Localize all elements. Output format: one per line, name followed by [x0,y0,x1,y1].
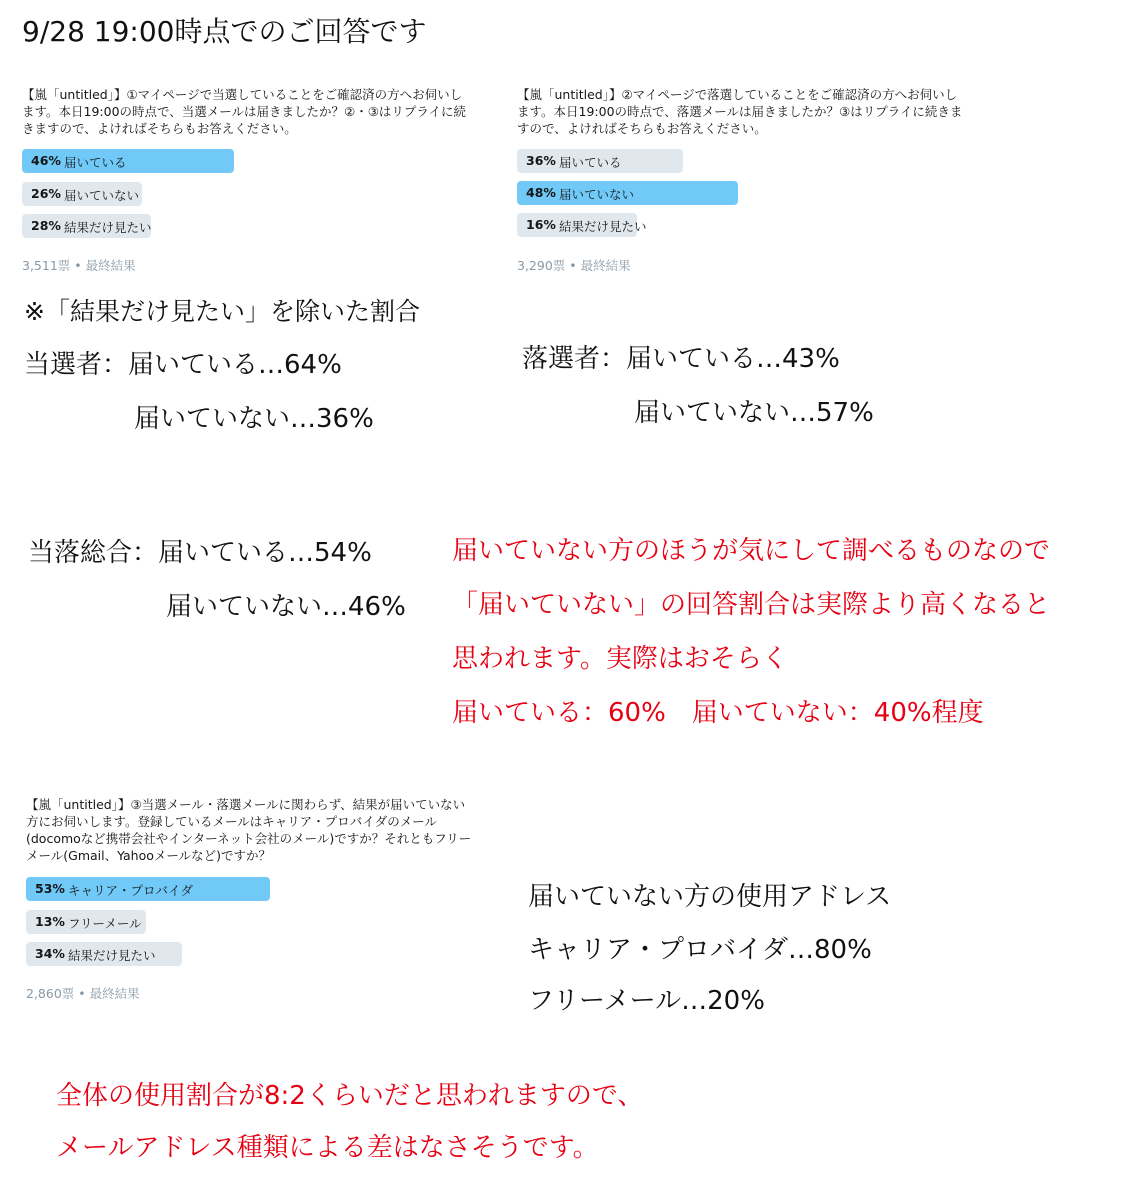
poll-question [26,796,471,864]
option-percent: 53% [35,881,65,896]
address-carrier: キャリア・プロバイダ…80% [528,935,872,965]
total-not-received: 届いていない…46% [166,592,406,622]
option-percent: 28% [31,218,61,233]
poll-meta: 3,511票 • 最終結果 [22,258,136,273]
option-percent: 16% [526,217,556,232]
question-line: きますので、よければそちらもお答えください。 [22,121,297,136]
poll-option-not-received [22,182,482,206]
option-percent: 13% [35,914,65,929]
poll-option-carrier [26,877,486,901]
question-line: 【嵐「untitled」】③当選メール・落選メールに関わらず、結果が届いていない [26,797,466,812]
address-free-mail: フリーメール…20% [528,986,765,1016]
option-percent: 26% [31,186,61,201]
address-title: 届いていない方の使用アドレス [528,882,892,912]
bottom-note-line: 全体の使用割合が8:2くらいだと思われますので、 [56,1081,644,1111]
option-label: 結果だけ見たい [68,948,156,963]
question-line: すので、よければそちらもお答えください。 [517,121,767,136]
bottom-note-line: メールアドレス種類による差はなさそうです。 [56,1133,599,1163]
question-line: ます。本日19:00の時点で、当選メールは届きましたか？②・③はリプライに続 [22,104,467,119]
red-note-line: 届いている：60% 届いていない：40%程度 [452,698,984,728]
poll-question [22,86,466,137]
option-label: フリーメール [68,916,142,931]
poll-option-free-mail [26,910,486,934]
winners-received: 当選者：届いている…64% [24,350,342,380]
winners-not-received: 届いていない…36% [134,404,374,434]
poll-option-received [517,149,977,173]
poll-2 [517,86,987,276]
option-label: 結果だけ見たい [559,219,647,234]
question-line: 【嵐「untitled」】①マイページで当選していることをご確認済の方へお伺いし [22,87,463,102]
option-label: キャリア・プロバイダ [68,883,194,898]
poll-question [517,86,962,137]
poll-option-results-only [26,942,486,966]
question-line: メール(Gmail、Yahooメールなど)ですか？ [26,848,272,863]
option-percent: 34% [35,946,65,961]
option-percent: 36% [526,153,556,168]
red-note-line: 思われます。実際はおそらく [452,644,788,674]
poll-option-received [22,149,482,173]
option-label: 届いている [64,155,127,170]
excluded-note: ※「結果だけ見たい」を除いた割合 [24,297,420,326]
question-line: (docomoなど携帯会社やインターネット会社のメール)ですか？それともフリー [26,831,472,846]
question-line: 方にお伺いします。登録しているメールはキャリア・プロバイダのメール [26,814,438,829]
losers-received: 落選者：届いている…43% [522,344,840,374]
red-note-line: 「届いていない」の回答割合は実際より高くなると [452,590,1051,620]
option-label: 届いている [559,155,622,170]
question-line: ます。本日19:00の時点で、落選メールは届きましたか？③はリプライに続きま [517,104,963,119]
poll-meta: 2,860票 • 最終結果 [26,986,140,1001]
poll-option-results-only [517,213,977,237]
poll-3 [26,796,496,1006]
option-label: 届いていない [64,188,140,203]
page-title: 9/28 19:00時点でのご回答です [22,15,427,48]
option-label: 届いていない [559,187,635,202]
losers-not-received: 届いていない…57% [634,398,874,428]
red-note-line: 届いていない方のほうが気にして調べるものなので [452,536,1051,566]
poll-1 [22,86,492,276]
question-line: 【嵐「untitled」】②マイページで落選していることをご確認済の方へお伺いし [517,87,958,102]
poll-meta: 3,290票 • 最終結果 [517,258,631,273]
option-label: 結果だけ見たい [64,220,152,235]
poll-option-not-received [517,181,977,205]
total-received: 当落総合：届いている…54% [28,538,372,568]
option-percent: 48% [526,185,556,200]
option-percent: 46% [31,153,61,168]
poll-option-results-only [22,214,482,238]
